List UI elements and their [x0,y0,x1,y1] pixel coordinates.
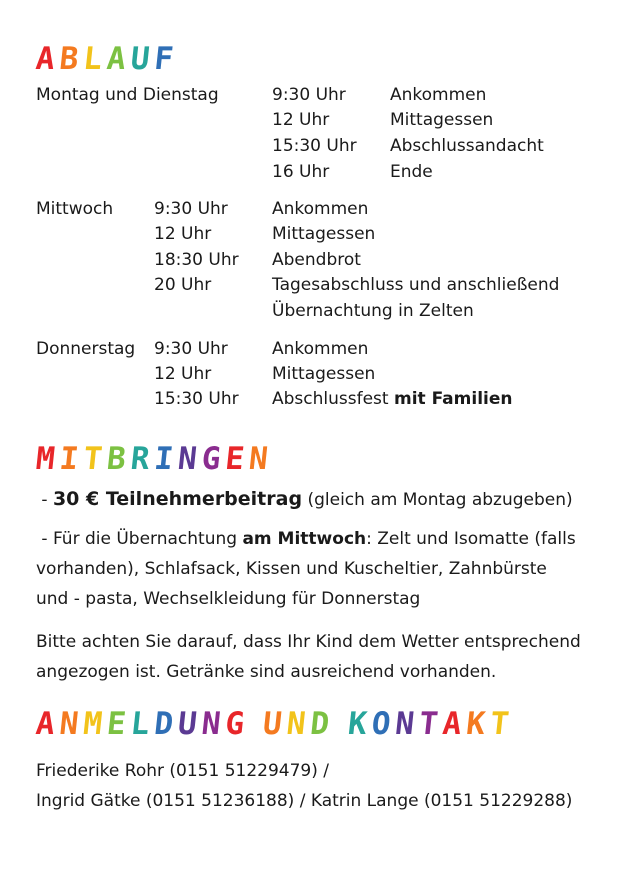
heading-letter: G [223,706,251,742]
day-thu: Donnerstag [36,339,136,359]
contact-line-1: Friederike Rohr (0151 51229479) / [36,761,329,781]
heading-mitbringen [34,441,275,477]
time: 9:30 Uhr [154,199,228,219]
heading-letter: I [57,441,86,477]
overnight-prefix: - Für die Übernachtung [36,529,243,549]
heading-letter: U [128,41,157,77]
heading-letter: A [34,41,62,77]
heading-letter: M [81,706,109,742]
time: 9:30 Uhr [154,339,228,359]
overnight-day: am Mittwoch [242,529,367,549]
heading-letter: B [105,441,133,477]
event: Mittagessen [272,224,376,244]
event-continuation: Übernachtung in Zelten [272,301,474,321]
heading-ablauf [34,41,180,77]
heading-letter: U [261,706,289,742]
event: Ankommen [272,199,369,219]
heading-letter: E [223,441,251,477]
day-mon-tue: Montag und Dienstag [36,85,219,105]
heading-letter: T [417,706,445,742]
heading-letter: I [152,441,180,477]
heading-letter: K [346,706,374,742]
time: 9:30 Uhr [272,85,346,105]
heading-letter: N [57,706,86,742]
heading-letter: D [152,706,180,742]
event: Ankommen [390,85,487,105]
heading-letter: R [128,441,157,477]
event: Tagesabschluss und anschließend [272,275,560,295]
heading-letter: A [105,41,133,77]
heading-letter: K [464,706,493,742]
time: 15:30 Uhr [154,389,239,409]
overnight-list: : Zelt und Isomatte (falls vorhanden), Schlafsack, Kissen und Kuscheltier, Zahnbürste und - pasta, Wechselkleidung für Donnerstag [36,529,576,609]
heading-letter: T [488,706,516,742]
time: 20 Uhr [154,275,212,295]
event-text: Abschlussfest [272,389,394,409]
heading-letter: N [247,441,275,477]
event: Ankommen [272,339,369,359]
heading-letter: L [128,706,157,742]
heading-letter: N [393,706,422,742]
heading-letter: N [199,706,228,742]
heading-letter: D [308,706,337,742]
contact-line-2: Ingrid Gätke (0151 51236188) / Katrin Lange (0151 51229288) [36,791,573,811]
fee-prefix: - [36,490,53,510]
time: 16 Uhr [272,162,330,182]
heading-letter: A [34,706,62,742]
fee-line [36,484,591,515]
time: 15:30 Uhr [272,136,357,156]
heading-letter: O [369,706,398,742]
heading-kontakt [34,706,516,742]
heading-letter: B [57,41,86,77]
event: Abendbrot [272,250,361,270]
day-wed: Mittwoch [36,199,114,219]
event: Mittagessen [390,110,494,130]
weather-note: Bitte achten Sie darauf, dass Ihr Kind dem Wetter entsprechend angezogen ist. Getränke sind ausreichend vorhanden. [36,632,581,682]
heading-letter: E [105,706,133,742]
event [272,387,513,412]
event: Mittagessen [272,364,376,384]
heading-letter: L [81,41,109,77]
time: 12 Uhr [154,364,212,384]
heading-letter: M [34,441,62,477]
heading-letter: F [152,41,180,77]
event-emphasis: mit Familien [393,389,513,409]
time: 12 Uhr [154,224,212,244]
heading-letter: N [176,441,204,477]
heading-letter: T [81,441,109,477]
heading-letter: A [440,706,469,742]
event: Abschlussandacht [390,136,544,156]
overnight-paragraph [36,524,584,614]
time: 12 Uhr [272,110,330,130]
fee-amount: 30 € Teilnehmerbeitrag [52,488,303,510]
heading-letter: U [176,706,204,742]
time: 18:30 Uhr [154,250,239,270]
heading-letter: G [199,441,228,477]
event: Ende [390,162,433,182]
heading-letter: N [284,706,313,742]
fee-note: (gleich am Montag abzugeben) [302,490,573,510]
